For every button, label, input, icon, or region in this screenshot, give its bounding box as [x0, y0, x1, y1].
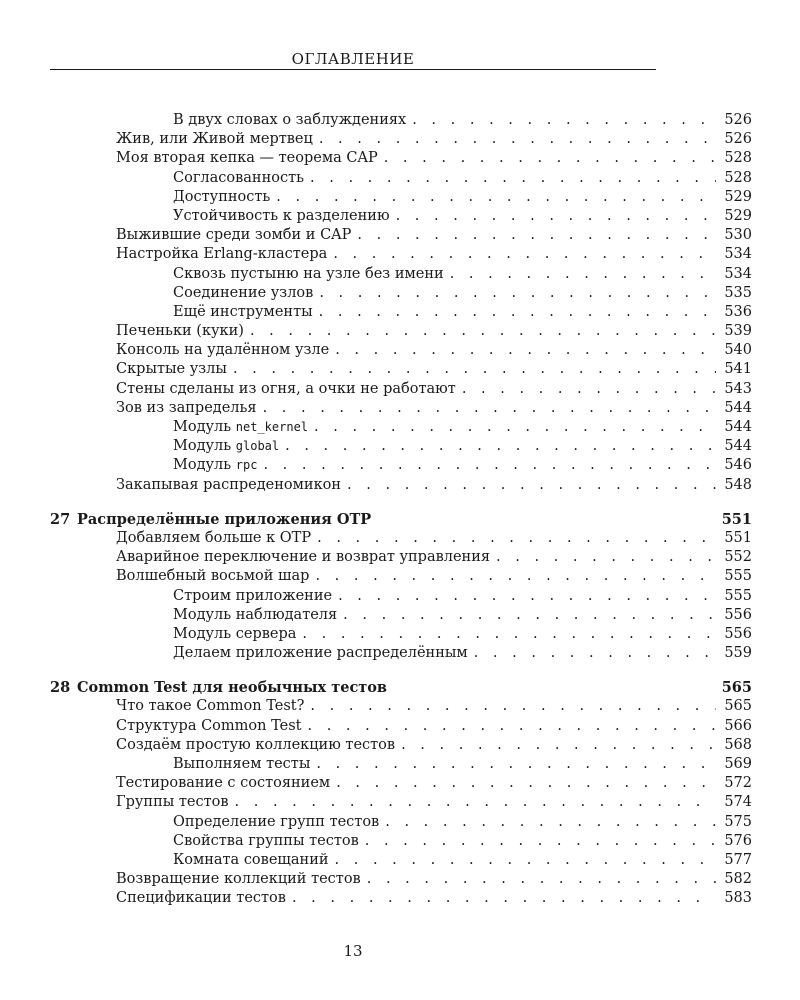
toc-entry-title [116, 245, 327, 264]
toc-page-number: 551 [721, 510, 752, 528]
toc-entry[interactable] [50, 889, 752, 908]
toc-page-number: 555 [724, 568, 752, 585]
toc-entry-title [116, 889, 286, 908]
toc-entry-title [50, 510, 371, 529]
toc-entry-text: Скрытые узлы [116, 361, 227, 378]
toc-entry[interactable] [50, 111, 752, 130]
toc-page-number: 551 [724, 529, 752, 546]
toc-page-number: 535 [724, 284, 752, 301]
toc-entry-text: Согласованность [173, 169, 305, 186]
toc-entry-text: Что такое Common Test? [116, 698, 305, 715]
toc-entry-title [173, 832, 359, 851]
toc-entry-text: Сквозь пустыню на узле без имени [173, 265, 444, 282]
toc-entry[interactable] [50, 793, 752, 812]
chapter-number: 27 [50, 510, 71, 528]
dot-leader [316, 755, 716, 774]
toc-entry[interactable] [50, 813, 752, 832]
toc-entry-title [173, 587, 332, 606]
toc-page-number: 565 [721, 679, 752, 697]
dot-leader [276, 188, 716, 207]
toc-entry[interactable] [50, 529, 752, 548]
toc-entry-title [173, 207, 390, 226]
toc-entry-title [116, 130, 313, 149]
toc-page-number: 544 [724, 438, 752, 455]
toc-entry-title [116, 341, 329, 360]
toc-entry[interactable] [50, 245, 752, 264]
toc-entry-title [116, 476, 341, 495]
toc-entry-title [173, 188, 270, 207]
toc-page-number: 526 [724, 112, 752, 128]
toc-page-number: 575 [724, 813, 752, 830]
dot-leader [307, 717, 716, 736]
dot-leader [235, 793, 716, 812]
toc-page-number: 552 [724, 549, 752, 566]
toc-entry-title [116, 793, 229, 812]
dot-leader [384, 149, 716, 168]
toc-entry-title [116, 870, 361, 889]
dot-leader [347, 476, 716, 495]
toc-entry-title [116, 774, 330, 793]
toc-page-number: 572 [724, 775, 752, 792]
dot-leader [401, 736, 716, 755]
toc-entry[interactable] [50, 606, 752, 625]
toc-entry-title [116, 149, 378, 168]
dot-leader [338, 587, 716, 606]
dot-leader [450, 265, 716, 284]
dot-leader [335, 851, 716, 870]
toc-entry[interactable] [50, 437, 752, 456]
toc-entry-text: Модуль [173, 457, 232, 474]
toc-entry-text: Модуль сервера [173, 625, 297, 642]
toc-page-number: 544 [724, 419, 752, 435]
toc-entry-text: В двух словах о заблуждениях [173, 112, 407, 128]
toc-entry-text: Зов из запределья [116, 399, 257, 416]
dot-leader [496, 548, 716, 567]
toc-page-number: 555 [724, 587, 752, 604]
toc-entry-text: Жив, или Живой мертвец [116, 131, 313, 148]
dot-leader [314, 418, 716, 437]
toc-page-number: 576 [724, 832, 752, 849]
toc-page-number: 566 [724, 717, 752, 734]
dot-leader [250, 322, 716, 341]
toc-entry-text: Модуль наблюдателя [173, 606, 338, 623]
dot-leader [462, 380, 716, 399]
toc-page-number: 548 [724, 476, 752, 493]
toc-page-number: 530 [724, 227, 752, 244]
toc-entry-text: Волшебный восьмой шар [116, 568, 310, 585]
toc-page-number: 556 [724, 606, 752, 623]
toc-entry[interactable] [50, 226, 752, 245]
toc-entry-text: Соединение узлов [173, 284, 314, 301]
toc-entry[interactable] [50, 717, 752, 736]
dot-leader [333, 245, 716, 264]
dot-leader [317, 529, 716, 548]
toc-entry-title [173, 625, 296, 644]
toc-entry-title [173, 644, 468, 663]
dot-leader [292, 889, 716, 908]
dot-leader [365, 832, 716, 851]
toc-entry-code: global [235, 439, 280, 454]
toc-entry-code: net_kernel [235, 420, 309, 434]
toc-entry-text: Спецификации тестов [116, 890, 286, 907]
toc-entry[interactable] [50, 476, 752, 495]
toc-entry-text: Группы тестов [116, 794, 229, 811]
toc-page-number: 582 [724, 871, 752, 888]
toc-entry-title [173, 111, 406, 130]
toc-entry-title [173, 303, 313, 322]
toc-entry-title [173, 265, 444, 284]
toc-entry-title [116, 548, 490, 567]
page-number: 13 [343, 942, 363, 960]
toc-entry[interactable] [50, 456, 752, 475]
toc-entry[interactable] [50, 832, 752, 851]
toc-entry-text: Свойства группы тестов [173, 832, 359, 849]
toc-entry[interactable] [50, 284, 752, 303]
toc-page-number: 534 [724, 246, 752, 263]
toc-entry[interactable] [50, 265, 752, 284]
toc-entry-title [116, 322, 244, 341]
toc-entry-text: Модуль [173, 438, 232, 455]
toc-entry[interactable] [50, 587, 752, 606]
toc-entry[interactable] [50, 149, 752, 168]
toc-entry[interactable] [50, 188, 752, 207]
dot-leader [263, 456, 716, 475]
toc-page-number: 526 [724, 131, 752, 148]
toc-entry-text: Возвращение коллекций тестов [116, 871, 361, 888]
toc-entry-text: Делаем приложение распределённым [173, 645, 468, 662]
toc-entry-text: Добавляем больше к OTP [116, 529, 312, 546]
toc-entry[interactable] [50, 207, 752, 226]
toc-entry[interactable] [50, 548, 752, 567]
toc-entry[interactable] [50, 322, 752, 341]
toc-entry[interactable] [50, 625, 752, 644]
toc-entry-text: Определение групп тестов [173, 813, 380, 830]
toc-page-number: 541 [724, 361, 752, 378]
toc-page-number: 543 [724, 380, 752, 397]
dot-leader [385, 813, 716, 832]
toc-entry[interactable] [50, 736, 752, 755]
toc-entry[interactable] [50, 418, 752, 437]
toc-page-number: 583 [724, 890, 752, 907]
toc-entry-text: Выжившие среди зомби и CAP [116, 227, 352, 244]
toc-page-number: 556 [724, 625, 752, 642]
toc-page-number: 540 [724, 342, 752, 359]
toc-entry[interactable] [50, 697, 752, 716]
toc-page-number: 528 [724, 169, 752, 186]
dot-leader [343, 606, 716, 625]
toc-entry-title [173, 755, 310, 774]
dot-leader [263, 399, 716, 418]
toc-entry-title [116, 717, 301, 736]
toc-page-number: 574 [724, 794, 752, 811]
dot-leader [310, 697, 716, 716]
dot-leader [335, 341, 716, 360]
toc-page-number: 559 [724, 645, 752, 662]
toc-entry[interactable] [50, 774, 752, 793]
toc-entry-text: Консоль на удалённом узле [116, 342, 330, 359]
toc-page-number: 565 [724, 698, 752, 715]
toc-entry[interactable] [50, 341, 752, 360]
toc-entry[interactable] [50, 567, 752, 586]
toc-entry-title [116, 380, 456, 399]
dot-leader [233, 360, 716, 379]
dot-leader [396, 207, 716, 226]
toc-entry-text: Создаём простую коллекцию тестов [116, 736, 396, 753]
dot-leader [302, 625, 716, 644]
toc-page-number: 536 [724, 303, 752, 320]
dot-leader [285, 437, 716, 456]
dot-leader [315, 567, 716, 586]
dot-leader [310, 169, 716, 188]
toc-page-number: 528 [724, 150, 752, 167]
toc-entry-code: rpc [235, 458, 258, 473]
toc-entry-title [116, 226, 351, 245]
toc-entry-title [173, 851, 329, 870]
toc-entry-text: Модуль [173, 419, 232, 435]
toc-entry-text: Стены сделаны из огня, а очки не работают [116, 380, 456, 397]
toc-entry[interactable] [50, 130, 752, 149]
table-of-contents [50, 111, 752, 909]
toc-entry[interactable] [50, 360, 752, 379]
toc-entry-title [173, 813, 379, 832]
toc-entry-title [173, 456, 257, 475]
toc-page-number: 539 [724, 323, 752, 340]
toc-entry-title [173, 284, 313, 303]
toc-entry-text: Доступность [173, 188, 271, 205]
toc-entry-title [116, 399, 257, 418]
chapter-title: Common Test для необычных тестов [77, 679, 388, 697]
toc-entry-text: Строим приложение [173, 587, 333, 604]
dot-leader [319, 303, 716, 322]
toc-entry-title [116, 529, 311, 548]
page-header-title: ОГЛАВЛЕНИЕ [291, 50, 415, 68]
dot-leader [367, 870, 716, 889]
dot-leader [474, 644, 716, 663]
chapter-title: Распределённые приложения OTP [77, 510, 372, 528]
toc-entry-text: Закапывая распреденомикон [116, 476, 342, 493]
toc-page-number: 529 [724, 207, 752, 224]
toc-entry[interactable] [50, 380, 752, 399]
toc-page-number: 546 [724, 457, 752, 474]
toc-entry[interactable] [50, 303, 752, 322]
toc-entry-title [50, 678, 387, 697]
dot-leader [319, 130, 716, 149]
toc-entry[interactable] [50, 870, 752, 889]
toc-entry-text: Моя вторая кепка — теорема CAP [116, 150, 378, 167]
toc-page-number: 529 [724, 188, 752, 205]
chapter-number: 28 [50, 679, 71, 697]
header-rule [50, 69, 656, 70]
toc-entry-title [173, 418, 308, 437]
dot-leader [336, 774, 716, 793]
toc-chapter[interactable] [50, 678, 752, 697]
toc-page-number: 577 [724, 851, 752, 868]
toc-entry-text: Печеньки (куки) [116, 323, 244, 340]
toc-entry[interactable] [50, 755, 752, 774]
toc-entry[interactable] [50, 399, 752, 418]
dot-leader [319, 284, 716, 303]
toc-chapter[interactable] [50, 510, 752, 529]
toc-entry-text: Структура Common Test [116, 717, 302, 734]
toc-entry-title [173, 606, 337, 625]
toc-entry-text: Ещё инструменты [173, 303, 313, 320]
toc-entry-text: Выполняем тесты [173, 756, 311, 772]
toc-entry-text: Устойчивость к разделению [173, 207, 390, 224]
dot-leader [412, 111, 716, 130]
toc-entry-text: Тестирование с состоянием [116, 775, 331, 792]
toc-page-number: 544 [724, 399, 752, 416]
toc-entry-text: Аварийное переключение и возврат управления [116, 549, 491, 566]
toc-page-number: 568 [724, 736, 752, 753]
toc-entry-title [173, 437, 279, 456]
toc-page-number: 569 [724, 756, 752, 772]
toc-page-number: 534 [724, 265, 752, 282]
toc-entry[interactable] [50, 169, 752, 188]
toc-entry-title [116, 360, 227, 379]
toc-entry-text: Настройка Erlang-кластера [116, 246, 328, 263]
toc-entry-title [116, 567, 309, 586]
toc-entry-text: Комната совещаний [173, 851, 329, 868]
toc-entry[interactable] [50, 644, 752, 663]
toc-entry-title [116, 697, 304, 716]
toc-entry-title [173, 169, 304, 188]
toc-entry[interactable] [50, 851, 752, 870]
toc-entry-title [116, 736, 395, 755]
dot-leader [357, 226, 716, 245]
